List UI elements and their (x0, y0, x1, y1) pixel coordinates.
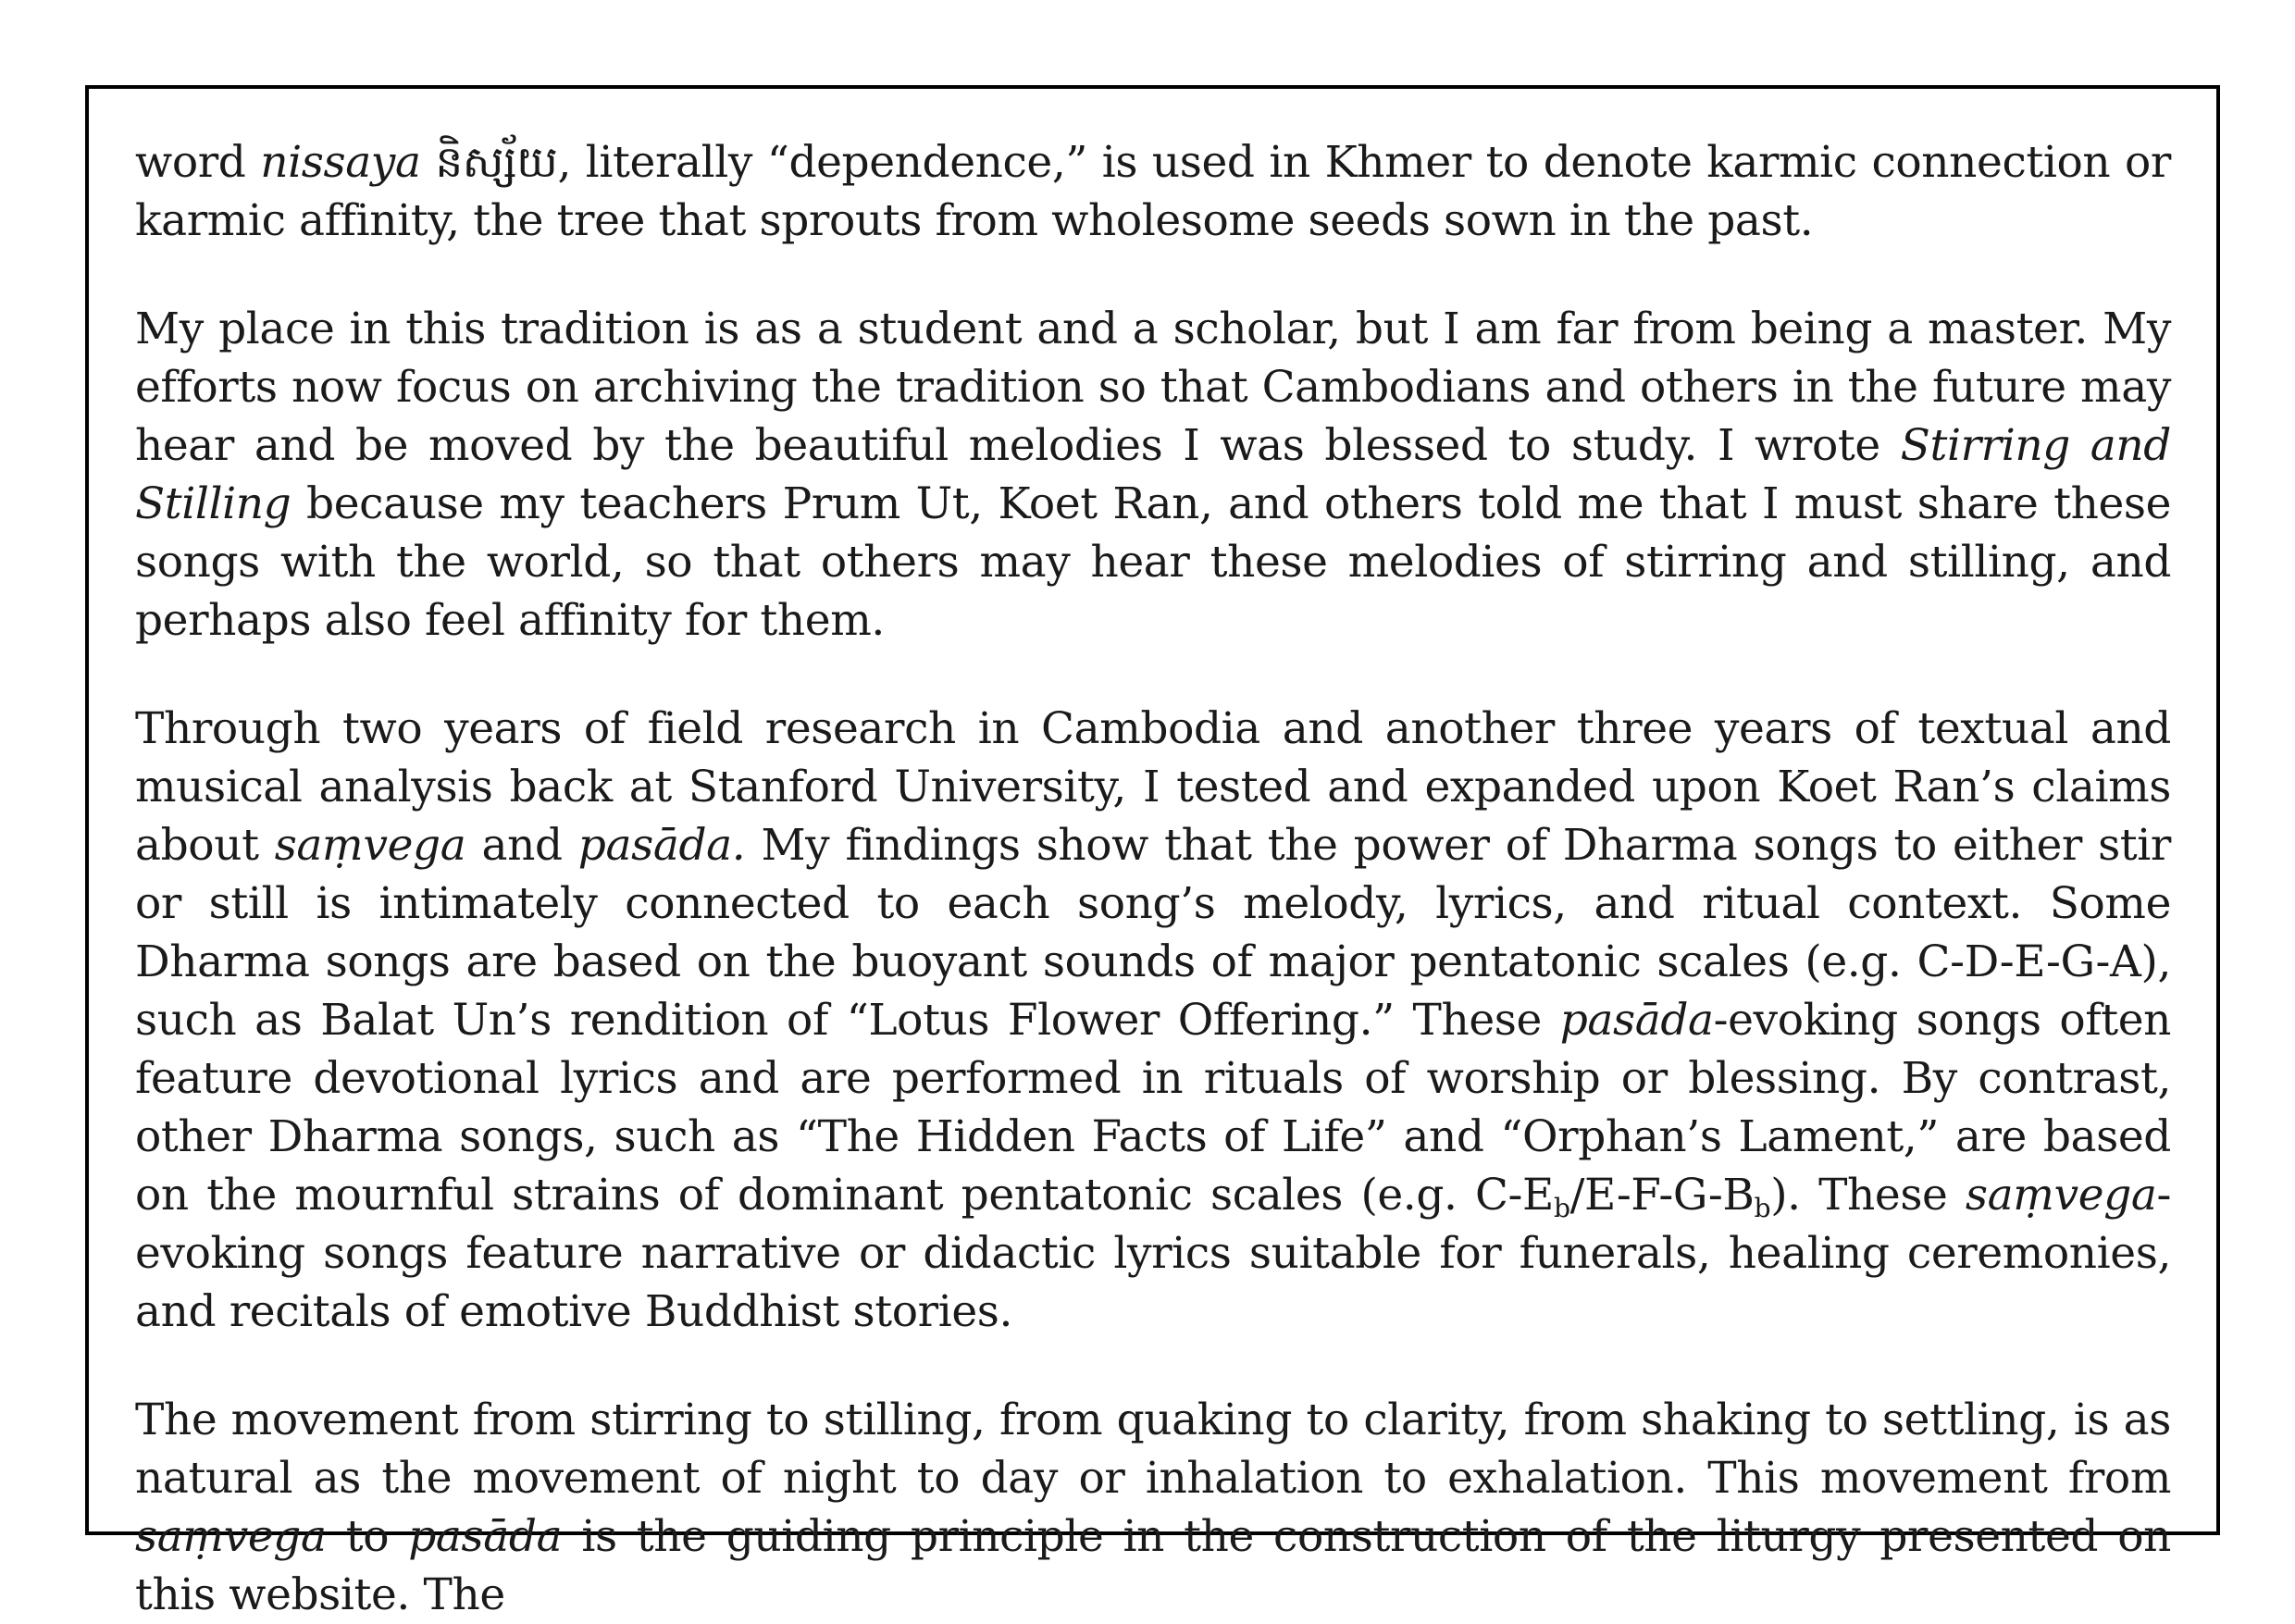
text-run: to (326, 1511, 409, 1562)
italic-term: saṃvega (135, 1511, 327, 1562)
page-frame (85, 85, 2220, 1620)
khmer-word: និស្ស័យ (435, 137, 558, 188)
text-run (421, 137, 436, 188)
text-run: -evoking songs feature narrative or didactic lyrics suitable for funerals, healing ceremonies, and recitals of emotive Buddhist stories. (135, 1170, 2171, 1337)
flat-subscript: b (1553, 1192, 1570, 1223)
text-run: because my teachers Prum Ut, Koet Ran, and others told me that I must share these songs with the world, so that others may hear these melodies of stirring and stilling, and perhaps also feel affinity for them. (135, 478, 2171, 646)
italic-term: pasāda. (577, 820, 746, 871)
italic-term: saṃvega (274, 820, 466, 871)
text-run: Through two years of field research in Cambodia and another three years of textual and musical analysis back at Stanford University, I tested and expanded upon Koet Ran’s claims about (135, 703, 2171, 871)
text-body (135, 133, 2171, 1624)
paragraph-movement (135, 1391, 2171, 1624)
paragraph-research (135, 700, 2171, 1341)
italic-term: nissaya (260, 137, 421, 188)
text-run: -evoking songs often feature devotional lyrics and are performed in rituals of worship or blessing. By contrast, other Dharma songs, such as “The Hidden Facts of Life” and “Orphan’s Lament,” are based on the mournful strains of dominant pentatonic scales (e.g. C-E (135, 995, 2171, 1221)
text-run: My place in this tradition is as a student and a scholar, but I am far from being a master. My efforts now focus on archiving the tradition so that Cambodians and others in the future may hear and be moved by the beautiful melodies I was blessed to study. I wrote (135, 304, 2171, 471)
text-run: word (135, 137, 261, 188)
text-run: , literally “dependence,” is used in Khmer to denote karmic connection or karmic affinity, the tree that sprouts from wholesome seeds sown in the past. (135, 137, 2171, 246)
text-run: and (465, 820, 578, 871)
paragraph-tradition (135, 300, 2171, 650)
italic-term: saṃvega (1965, 1170, 2157, 1221)
book-title: Stirring and Stilling (135, 420, 2171, 529)
text-run: ). These (1770, 1170, 1966, 1221)
flat-subscript: b (1754, 1192, 1771, 1223)
text-run: /E-F-G-B (1569, 1170, 1755, 1221)
italic-term: pasāda (408, 1511, 563, 1562)
paragraph-nissaya (135, 133, 2171, 250)
text-run: The movement from stirring to stilling, from quaking to clarity, from shaking to settling, is as natural as the movement of night to day or inhalation to exhalation. This movement from (135, 1395, 2171, 1504)
italic-term: pasāda (1559, 995, 1714, 1046)
text-run: is the guiding principle in the construction of the liturgy presented on this website. The (135, 1511, 2171, 1620)
text-run: My findings show that the power of Dharma songs to either stir or still is intimately connected to each song’s melody, lyrics, and ritual context. Some Dharma songs are based on the buoyant sounds of major pentatonic scales (e.g. C-D-E-G-A), such as Balat Un’s rendition of “Lotus Flower Offering.” These (135, 820, 2171, 1046)
